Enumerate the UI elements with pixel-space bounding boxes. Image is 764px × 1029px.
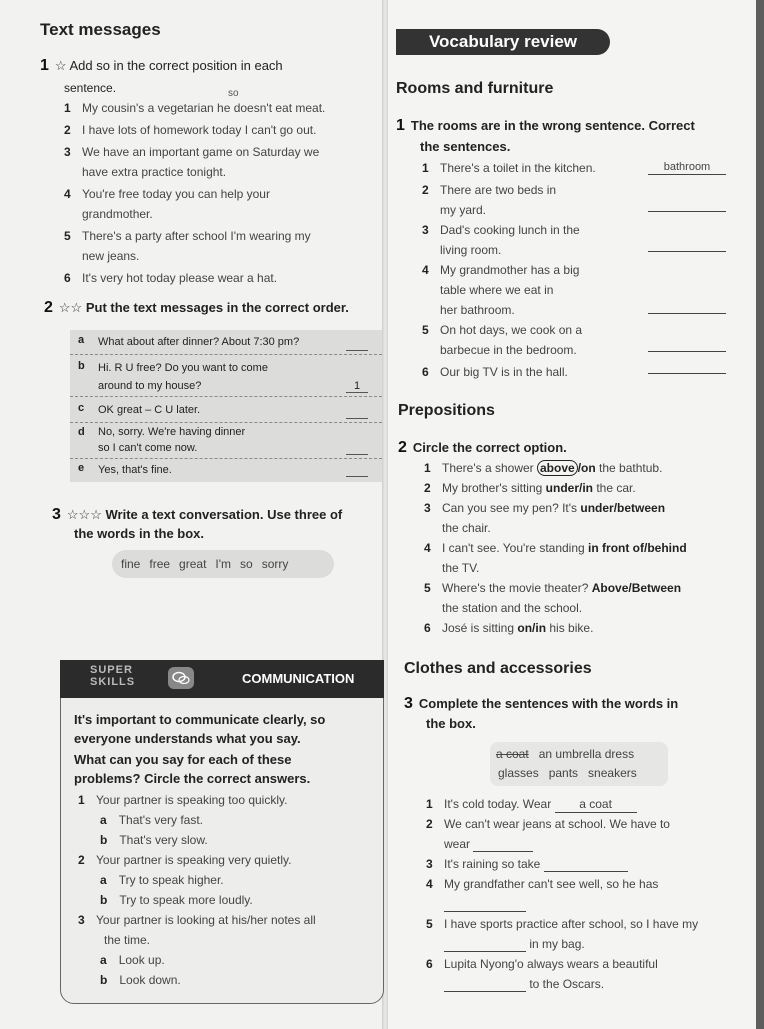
ex1-instruction-line2: sentence. bbox=[64, 81, 117, 95]
vocabulary-review-banner: Vocabulary review bbox=[396, 29, 610, 55]
answer-blank[interactable] bbox=[346, 418, 368, 419]
rooms-item: 1 There's a toilet in the kitchen. bbox=[422, 161, 596, 175]
prep-item: 3 Can you see my pen? It's under/between the chair. bbox=[424, 501, 666, 535]
word-box: fine free great I'm so sorry bbox=[112, 550, 334, 578]
clothes-item: 1 It's cold today. Wear a coat bbox=[426, 794, 746, 814]
rooms-item: 2 There are two beds in my yard. bbox=[422, 183, 557, 217]
section-title: Text messages bbox=[40, 20, 161, 39]
ex1-item: 1 My cousin's a vegetarian he doesn't eat meat. bbox=[64, 101, 326, 115]
ex1-item: 3 We have an important game on Saturday we have extra practice tonight. bbox=[64, 145, 320, 179]
super-option[interactable]: a Look up. bbox=[100, 953, 165, 967]
super-option[interactable]: b That's very slow. bbox=[100, 833, 208, 847]
message-row: e Yes, that's fine. bbox=[70, 460, 382, 480]
super-option[interactable]: b Try to speak more loudly. bbox=[100, 893, 253, 907]
super-item: 2 Your partner is speaking very quietly. bbox=[78, 853, 292, 867]
super-option[interactable]: a That's very fast. bbox=[100, 813, 204, 827]
message-row: c OK great – C U later. bbox=[70, 398, 382, 423]
ex1-instruction: 1 ☆ Add so in the correct position in each bbox=[40, 57, 283, 74]
clothes-answer-2[interactable] bbox=[473, 837, 533, 852]
rooms-answer-2[interactable] bbox=[648, 211, 726, 212]
prep-item: 2 My brother's sitting under/in the car. bbox=[424, 481, 636, 495]
clothes-items bbox=[426, 794, 746, 994]
ex3-instruction: 3 ☆☆☆ Write a text conversation. Use three of bbox=[52, 506, 343, 523]
rooms-item: 4 My grandmother has a big table where we eat in her bathroom. bbox=[422, 263, 580, 317]
handwritten-so: so bbox=[228, 88, 239, 99]
prep-instruction: 2 Circle the correct option. bbox=[398, 439, 567, 456]
clothes-answer-1[interactable]: a coat bbox=[555, 797, 637, 813]
prep-item: 5 Where's the movie theater? Above/Between the station and the school. bbox=[424, 581, 682, 615]
circled-answer: above bbox=[537, 460, 578, 476]
super-skills-logo: SUPER SKILLS bbox=[90, 664, 136, 688]
speech-bubbles-icon bbox=[168, 667, 194, 689]
super-option[interactable]: a Try to speak higher. bbox=[100, 873, 224, 887]
super-items bbox=[78, 790, 368, 990]
prep-items bbox=[424, 458, 744, 638]
ex1-item: 6 It's very hot today please wear a hat. bbox=[64, 271, 278, 285]
super-item: 3 Your partner is looking at his/her notes all the time. bbox=[78, 913, 316, 947]
rooms-answer-5[interactable] bbox=[648, 351, 726, 352]
super-question: What can you say for each of these problems? Circle the correct answers. bbox=[74, 752, 311, 786]
clothes-item: 5 I have sports practice after school, so I have my in my bag. bbox=[426, 917, 699, 951]
super-item: 1 Your partner is speaking too quickly. bbox=[78, 793, 288, 807]
ex1-item: 2 I have lots of homework today I can't go out. bbox=[64, 123, 317, 137]
clothes-instruction: 3 Complete the sentences with the words in bbox=[404, 695, 679, 712]
text-messages-box bbox=[70, 330, 382, 482]
clothes-item: 6 Lupita Nyong'o always wears a beautiful to the Oscars. bbox=[426, 957, 658, 991]
communication-label: COMMUNICATION bbox=[242, 671, 355, 686]
clothes-heading: Clothes and accessories bbox=[404, 660, 592, 677]
clothes-answer-3[interactable] bbox=[544, 857, 628, 872]
prepositions-heading: Prepositions bbox=[398, 402, 495, 419]
clothes-answer-6[interactable] bbox=[444, 977, 526, 992]
message-row: a What about after dinner? About 7:30 pm? bbox=[70, 330, 382, 355]
rooms-item: 5 On hot days, we cook on a barbecue in the bedroom. bbox=[422, 323, 583, 357]
answer-blank[interactable] bbox=[346, 350, 368, 351]
message-row: d No, sorry. We're having dinner so I can't come now. bbox=[70, 424, 382, 459]
ex1-item: 5 There's a party after school I'm wearing my new jeans. bbox=[64, 229, 311, 263]
clothes-item: 2 We can't wear jeans at school. We have to wear bbox=[426, 817, 670, 851]
rooms-instruction-line2: the sentences. bbox=[420, 139, 511, 154]
rooms-instruction: 1 The rooms are in the wrong sentence. Correct bbox=[396, 117, 695, 134]
super-skills-header bbox=[60, 660, 384, 698]
rooms-answer-3[interactable] bbox=[648, 251, 726, 252]
ex2-instruction: 2 ☆☆ Put the text messages in the correct order. bbox=[44, 299, 349, 316]
ex3-instruction-line2: the words in the box. bbox=[74, 526, 205, 541]
super-option[interactable]: b Look down. bbox=[100, 973, 181, 987]
rooms-heading: Rooms and furniture bbox=[396, 80, 554, 97]
rooms-item: 3 Dad's cooking lunch in the living room. bbox=[422, 223, 580, 257]
answer-blank[interactable] bbox=[346, 454, 368, 455]
ex1-item: 4 You're free today you can help your grandmother. bbox=[64, 187, 270, 221]
super-intro: It's important to communicate clearly, so everyone understands what you say. bbox=[74, 712, 326, 746]
clothes-word-box: a coat an umbrella dress glasses pants sneakers bbox=[490, 742, 668, 786]
prep-item: 1 There's a shower above /on the bathtub. bbox=[424, 461, 663, 475]
answer-blank[interactable]: 1 bbox=[346, 380, 368, 393]
message-row: b Hi. R U free? Do you want to come around to my house? 1 bbox=[70, 356, 382, 397]
rooms-items bbox=[422, 158, 662, 382]
ex1-list bbox=[64, 98, 364, 288]
clothes-answer-5[interactable] bbox=[444, 937, 526, 952]
rooms-item: 6 Our big TV is in the hall. bbox=[422, 365, 568, 379]
clothes-item: 3 It's raining so take bbox=[426, 854, 746, 874]
rooms-answer-1[interactable]: bathroom bbox=[648, 161, 726, 175]
rooms-answer-4[interactable] bbox=[648, 313, 726, 314]
prep-item: 6 José is sitting on/in his bike. bbox=[424, 621, 594, 635]
prep-item: 4 I can't see. You're standing in front of/behind the TV. bbox=[424, 541, 687, 575]
rooms-answer-6[interactable] bbox=[648, 373, 726, 374]
clothes-item: 4 My grandfather can't see well, so he has bbox=[426, 874, 746, 914]
clothes-instruction-line2: the box. bbox=[426, 716, 476, 731]
answer-blank[interactable] bbox=[346, 476, 368, 477]
clothes-answer-4[interactable] bbox=[444, 897, 526, 912]
